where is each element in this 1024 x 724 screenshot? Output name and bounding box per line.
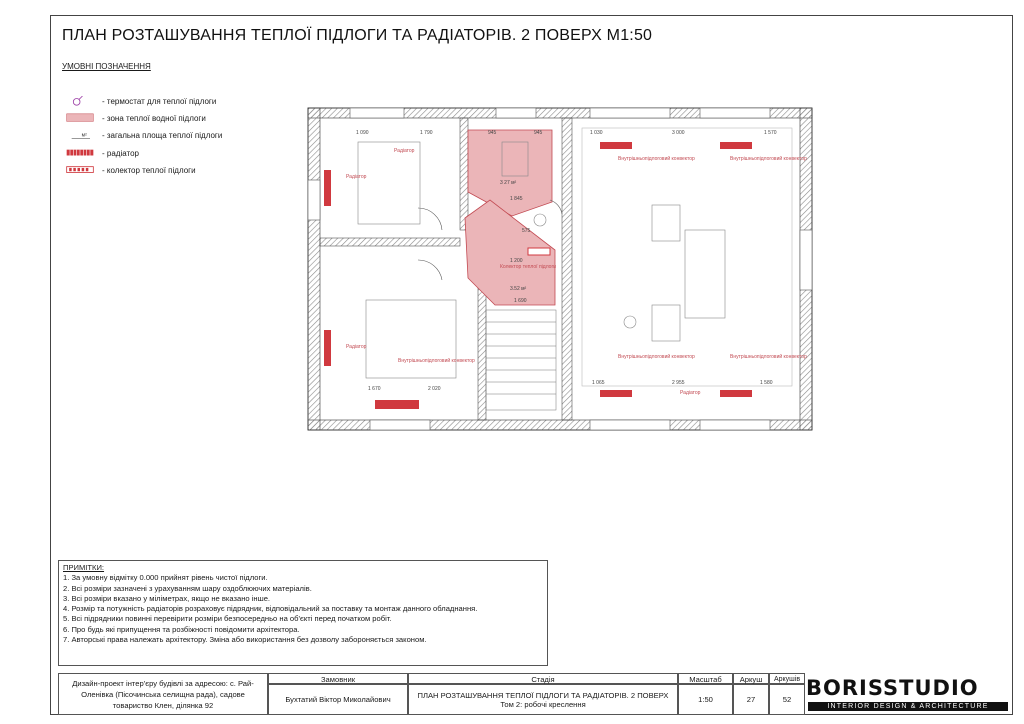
stage-title: ПЛАН РОЗТАШУВАННЯ ТЕПЛОЇ ПІДЛОГИ ТА РАДІАТОРІВ. 2 ПОВЕРХ (417, 690, 669, 700)
radiator-label: Радіатор (346, 174, 367, 180)
note-line: 2. Всі розміри зазначені з урахуванням шару оздоблюючих матеріалів. (63, 583, 312, 593)
dim-text: 1 580 (760, 380, 773, 386)
floor-heating-zones (465, 130, 555, 305)
floor-zone-icon (62, 113, 98, 123)
radiator-label: Радіатор (680, 390, 701, 396)
project-address: Дизайн-проект інтер'єру будівлі за адресою: с. Рай-Оленівка (Пісочинська селищна рада), садове товариство Клен, ділянка 92 (58, 673, 268, 715)
convector-label: Внутрішньопідлоговий конвектор (730, 156, 807, 162)
note-line: 3. Всі розміри вказано у міліметрах, якщо не вказано інше. (63, 593, 271, 603)
stage-volume: Том 2: робочі креслення (500, 699, 586, 709)
dim-text: 1 690 (514, 298, 527, 304)
note-line: 4. Розмір та потужність радіаторів розраховує підрядник, відповідальний за поставку та монтаж данного обладнання. (63, 604, 478, 614)
stage-box (408, 684, 678, 715)
radiator-living-bottom-right (720, 390, 752, 397)
sheet-value: 27 (733, 684, 769, 715)
dim-text: 1 670 (368, 386, 381, 392)
notes-box (58, 560, 548, 666)
scale-value: 1:50 (678, 684, 733, 715)
plan-labels (346, 148, 807, 396)
logo-tagline: INTERIOR DESIGN & ARCHITECTURE (808, 702, 1008, 711)
floor-plan (300, 100, 820, 440)
dim-text: 1 790 (420, 130, 433, 136)
dim-text: 1 065 (592, 380, 605, 386)
legend-text: - зона теплої водної підлоги (102, 114, 206, 123)
legend-text: - загальна площа теплої підлоги (102, 131, 223, 140)
studio-logo (806, 676, 1012, 714)
dim-text: 2 955 (672, 380, 685, 386)
radiator-bedroom-bottom-left (324, 330, 331, 366)
dim-text: 3 000 (672, 130, 685, 136)
stairs (486, 310, 556, 410)
dim-text: 1 570 (764, 130, 777, 136)
scale-label: Масштаб (678, 673, 733, 684)
sheets-value: 52 (769, 684, 805, 715)
sheet-label: Аркуш (733, 673, 769, 684)
radiator-living-bottom-left (600, 390, 632, 397)
convector-label: Внутрішньопідлоговий конвектор (398, 358, 475, 364)
radiator-icon (62, 148, 98, 158)
page-title: ПЛАН РОЗТАШУВАННЯ ТЕПЛОЇ ПІДЛОГИ ТА РАДІАТОРІВ. 2 ПОВЕРХ М1:50 (62, 27, 653, 44)
dim-text: 1 200 (510, 258, 523, 264)
radiator-label: Радіатор (346, 344, 367, 350)
legend-heading: УМОВНІ ПОЗНАЧЕННЯ (62, 62, 151, 71)
note-line: 7. Авторські права належать архітектору. Зміна або використання без дозволу забороняється законом. (63, 635, 427, 645)
notes-heading: ПРИМІТКИ: (63, 563, 105, 572)
radiator-bedroom-top-left (324, 170, 331, 206)
customer-label: Замовник (268, 673, 408, 684)
dim-text: 945 (534, 130, 543, 136)
radiator-living-top-left (600, 142, 632, 149)
area-text: 3 27 м² (500, 180, 517, 186)
note-line: 6. Про будь які припущення та розбіжності повідомити архітектора. (63, 624, 300, 634)
note-line: 1. За умовну відмітку 0.000 прийнят рівень чистої підлоги. (63, 573, 268, 583)
dim-text: 2 020 (428, 386, 441, 392)
collector-label: Колектор теплої підлоги (500, 264, 557, 270)
area-text: 3.52 м² (510, 286, 527, 292)
bath-heating-zone (468, 130, 552, 216)
dim-text: 1 090 (356, 130, 369, 136)
note-line: 5. Всі підрядники повинні перевірити розміри безпосередньо на об'єкті перед початком робіт. (63, 614, 392, 624)
area-mark-text: м² (81, 132, 87, 139)
stage-label: Стадія (408, 673, 678, 684)
legend-text: - радіатор (102, 149, 139, 158)
dim-text: 575 (522, 228, 531, 234)
dim-text: 1 030 (590, 130, 603, 136)
sheets-label: Аркушів (769, 673, 805, 684)
convector-label: Внутрішньопідлоговий конвектор (730, 354, 807, 360)
convector-label: Внутрішньопідлоговий конвектор (618, 156, 695, 162)
radiator-label: Радіатор (394, 148, 415, 154)
dim-text: 945 (488, 130, 497, 136)
radiator-living-top-right (720, 142, 752, 149)
radiator-bedroom-bottom (375, 400, 419, 409)
logo-name: BORISSTUDIO (806, 676, 979, 700)
collector (528, 248, 550, 255)
thermostat-icon (62, 96, 98, 106)
area-mark-icon (62, 130, 98, 140)
furniture (358, 128, 792, 386)
customer-name: Бухтатий Віктор Миколайович (268, 684, 408, 715)
collector-icon (62, 165, 98, 175)
convector-label: Внутрішньопідлоговий конвектор (618, 354, 695, 360)
dim-text: 1 845 (510, 196, 523, 202)
legend-text: - термостат для теплої підлоги (102, 97, 217, 106)
legend-text: - колектор теплої підлоги (102, 166, 196, 175)
